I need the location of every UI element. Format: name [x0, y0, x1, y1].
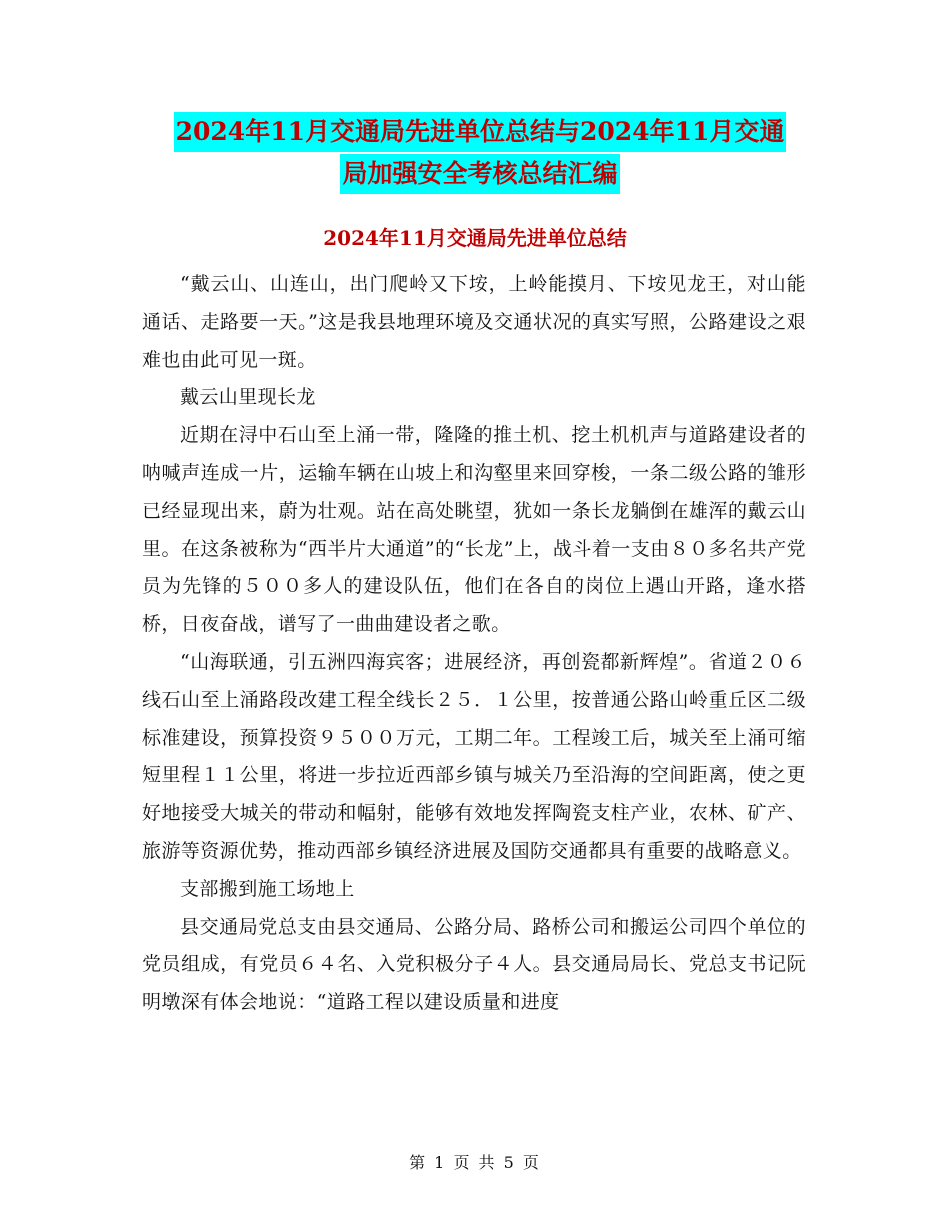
paragraph-road-project: “山海联通，引五洲四海宾客；进展经济，再创瓷都新辉煌”。省道２０６线石山至上涌路段改建工程全线长２５．１公里，按普通公路山岭重丘区二级标准建设，预算投资９５００万元，工期二年。工程竣工后，城关至上涌可缩短里程１１公里，将进一步拉近西部乡镇与城关乃至沿海的空间距离，使之更好地接受大城关的带动和幅射，能够有效地发挥陶瓷支柱产业，农林、矿产、旅游等资源优势，推动西部乡镇经济进展及国防交通都具有重要的战略意义。 — [142, 650, 806, 862]
document-title-line-1: 2024年11月交通局先进单位总结与2024年11月交通 — [174, 112, 787, 152]
paragraph-heading-branch: 支部搬到施工场地上 — [180, 877, 355, 900]
paragraph-construction: 近期在浔中石山至上涌一带，隆隆的推土机、挖土机机声与道路建设者的呐喊声连成一片，运输车辆在山坡上和沟壑里来回穿梭，一条二级公路的雏形已经显现出来，蔚为壮观。站在高处眺望，犹如一条长龙躺倒在雄浑的戴云山里。在这条被称为“西半片大通道”的“长龙”上，战斗着一支由８０多名共产党员为先锋的５００多人的建设队伍，他们在各自的岗位上遇山开路，逢水搭桥，日夜奋战，谱写了一曲曲建设者之歌。 — [142, 424, 806, 636]
paragraph-intro: “戴云山、山连山，出门爬岭又下垵，上岭能摸月、下垵见龙王，对山能通话、走路要一天。”这是我县地理环境及交通状况的真实写照，公路建设之艰难也由此可见一斑。 — [142, 273, 806, 371]
section-title: 2024年11月交通局先进单位总结 — [323, 226, 627, 250]
paragraph-party-branch: 县交通局党总支由县交通局、公路分局、路桥公司和搬运公司四个单位的党员组成，有党员６４名、入党积极分子４人。县交通局局长、党总支书记阮明墩深有体会地说：“道路工程以建设质量和进度 — [142, 915, 806, 1014]
paragraph-heading-long-dragon: 戴云山里现长龙 — [180, 386, 316, 409]
document-title-line-2: 局加强安全考核总结汇编 — [340, 154, 619, 194]
document-body — [142, 266, 806, 1022]
page-footer: 第 1 页 共 5 页 — [409, 1153, 541, 1172]
document-title — [150, 112, 810, 196]
